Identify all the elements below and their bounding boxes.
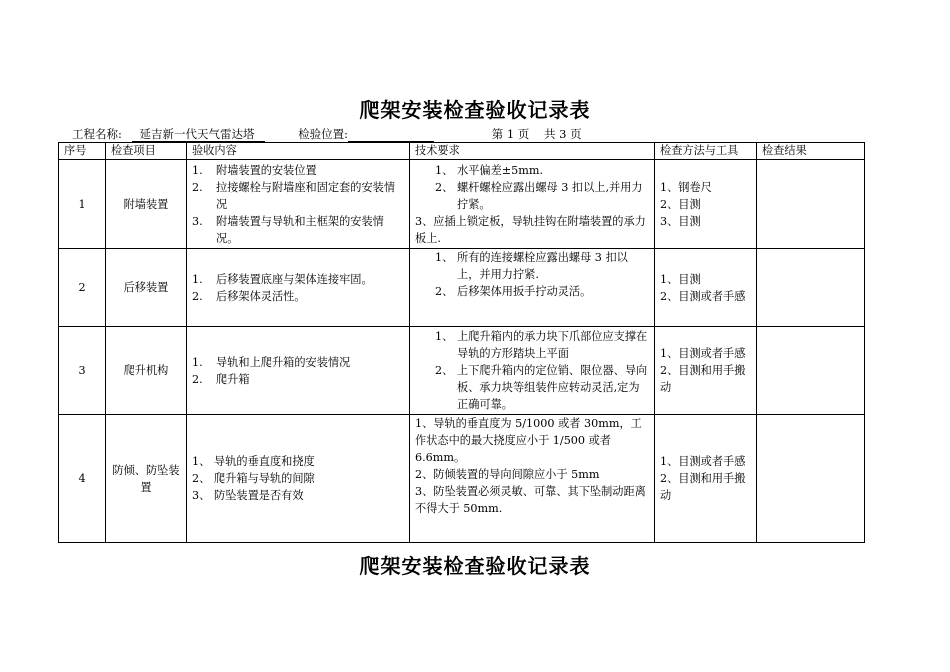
page-info: 第 1 页 共 3 页: [491, 127, 582, 141]
check-item: 防倾、防坠装置: [106, 415, 187, 543]
header-cell: 检查方法与工具: [655, 143, 757, 160]
check-method: 1、目测或者手感 2、目测和用手搬动: [655, 327, 757, 415]
list-item: 1、 所有的连接螺栓应露出螺母 3 扣以上，并用力拧紧.: [435, 251, 628, 281]
list-item: 2、 后移架体用扳手拧动灵活。: [435, 285, 592, 298]
location-label: 检验位置:: [298, 127, 349, 141]
list-item: 3、 防坠装置是否有效: [192, 489, 304, 502]
check-content: [187, 327, 410, 415]
list-item: 2、防倾装置的导向间隙应小于 5mm: [415, 468, 600, 481]
list-item: 2. 后移架体灵活性。: [192, 289, 306, 303]
location-blank: [348, 129, 434, 142]
tech-requirement: [410, 249, 655, 327]
check-method: 1、目测 2、目测或者手感: [655, 249, 757, 327]
check-result: [757, 415, 865, 543]
table-row: [59, 415, 865, 543]
header-cell: 技术要求: [410, 143, 655, 160]
check-result: [757, 249, 865, 327]
check-method: 1、目测或者手感 2、目测和用手搬动: [655, 415, 757, 543]
table-header-row: [59, 143, 865, 160]
list-item: 1、 上爬升箱内的承力块下爪部位应支撑在导轨的方形踏块上平面: [435, 330, 648, 360]
list-item: 1. 后移装置底座与架体连接牢固。: [192, 272, 373, 286]
list-item: 2. 拉接螺栓与附墙座和固定套的安装情况: [192, 180, 396, 211]
project-value: 延吉新一代天气雷达塔: [132, 127, 265, 142]
list-item: 3. 附墙装置与导轨和主框架的安装情况。: [192, 214, 384, 245]
row-number: 4: [59, 415, 106, 543]
header-cell: 验收内容: [187, 143, 410, 160]
check-content: [187, 415, 410, 543]
list-item: 1、 水平偏差±5mm.: [435, 163, 544, 177]
list-item: 1. 导轨和上爬升箱的安装情况: [192, 355, 351, 369]
list-item: 1、 导轨的垂直度和挠度: [192, 455, 315, 468]
check-result: [757, 327, 865, 415]
list-item: 2、 螺杆螺栓应露出螺母 3 扣以上,并用力拧紧。: [435, 180, 643, 211]
check-item: 附墙装置: [106, 160, 187, 249]
list-item: 2. 爬升箱: [192, 372, 250, 386]
list-item: 1、导轨的垂直度为 5/1000 或者 30mm，工作状态中的最大挠度应小于 1/500 或者 6.6mm。: [415, 417, 642, 464]
tech-requirement: [410, 327, 655, 415]
table-row: [59, 327, 865, 415]
tech-requirement: [410, 160, 655, 249]
list-item: 2、 上下爬升箱内的定位销、限位器、导向板、承力块等组装件应转动灵活,定为正确可靠。: [435, 364, 648, 411]
check-content: [187, 160, 410, 249]
check-item: 爬升机构: [106, 327, 187, 415]
document-title: 爬架安装检查验收记录表: [359, 98, 591, 122]
list-item: 2、 爬升箱与导轨的间隙: [192, 472, 315, 485]
list-item: 3、应插上锁定板，导轨挂钩在附墙装置的承力板上.: [415, 214, 646, 245]
row-number: 2: [59, 249, 106, 327]
row-number: 1: [59, 160, 106, 249]
header-cell: 序号: [59, 143, 106, 160]
document-title-next-page: 爬架安装检查验收记录表: [359, 554, 591, 578]
check-result: [757, 160, 865, 249]
project-label: 工程名称:: [72, 127, 122, 141]
list-item: 1. 附墙装置的安装位置: [192, 163, 317, 177]
list-item: 3、防坠装置必须灵敏、可靠、其下坠制动距离不得大于 50mm.: [415, 485, 646, 515]
check-item: 后移装置: [106, 249, 187, 327]
row-number: 3: [59, 327, 106, 415]
meta-line: [72, 126, 582, 142]
check-method: 1、钢卷尺 2、目测 3、目测: [655, 160, 757, 249]
header-cell: 检查结果: [757, 143, 865, 160]
tech-requirement: [410, 415, 655, 543]
check-content: [187, 249, 410, 327]
header-cell: 检查项目: [106, 143, 187, 160]
inspection-table: [58, 142, 865, 543]
table-row: [59, 249, 865, 327]
table-row: [59, 160, 865, 249]
